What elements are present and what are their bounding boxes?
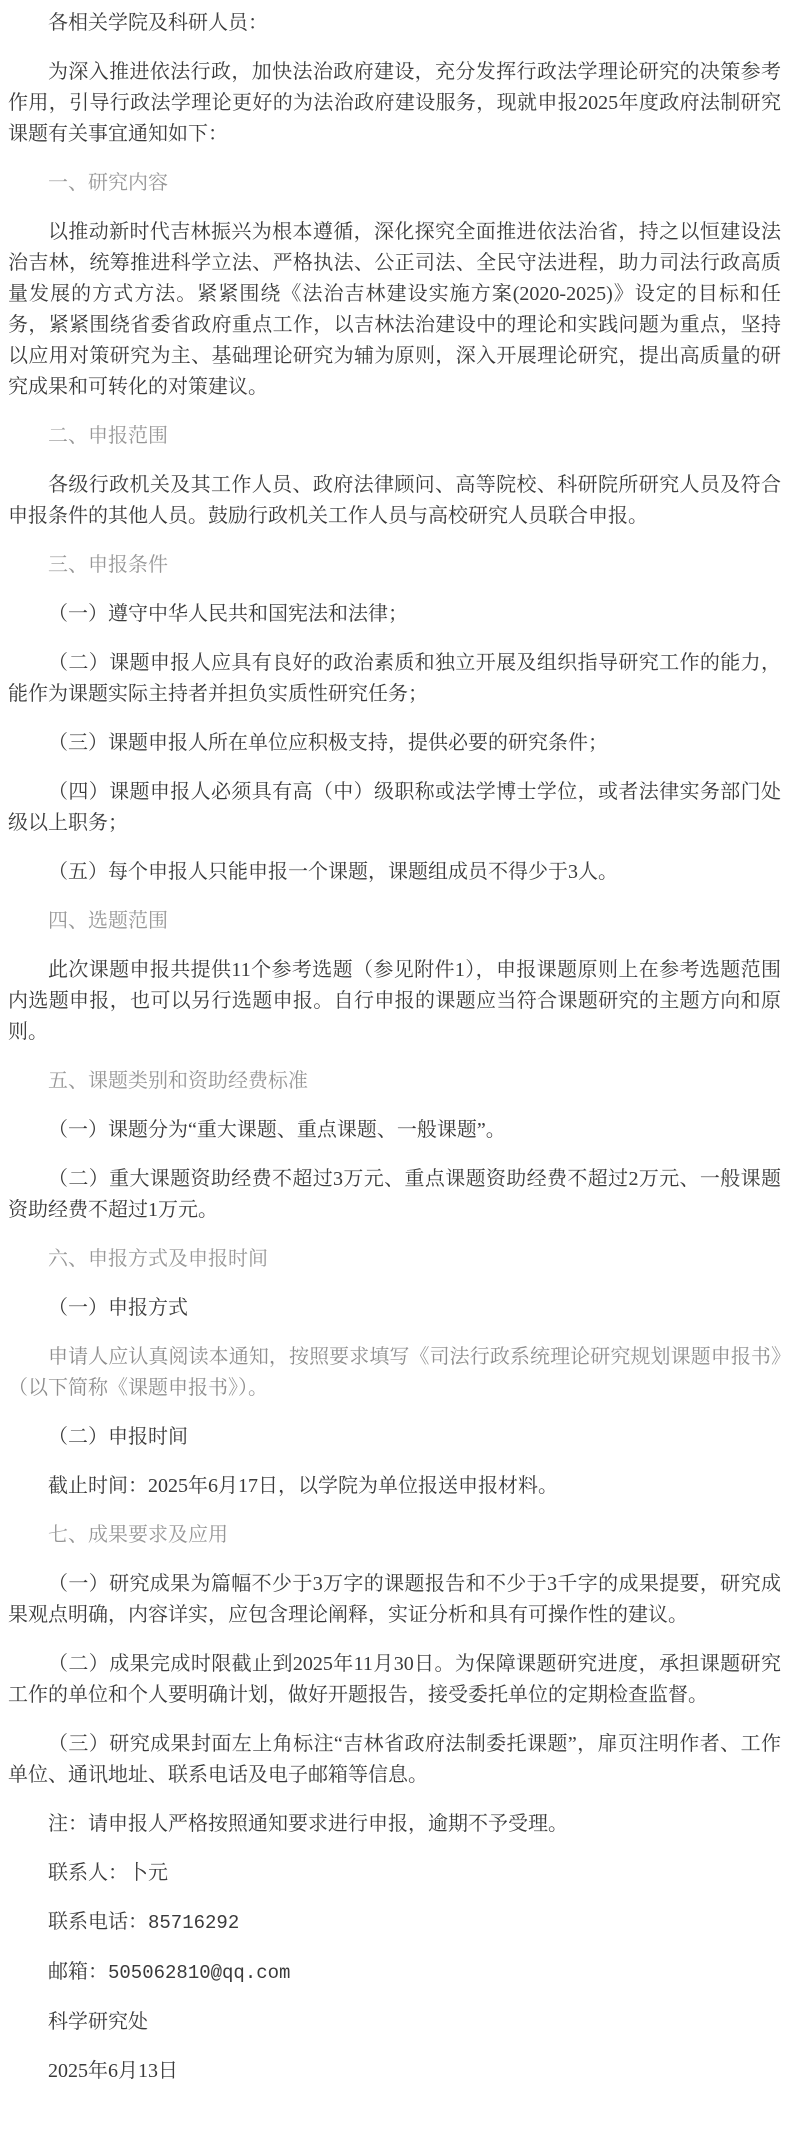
- salutation: 各相关学院及科研人员：: [48, 12, 268, 34]
- section-6-sub-2-body: 截止时间：2025年6月17日，以学院为单位报送申报材料。: [48, 1475, 558, 1497]
- section-6-heading: 六、申报方式及申报时间: [48, 1248, 268, 1270]
- section-6-sub-1-body: 申请人应认真阅读本通知，按照要求填写《司法行政系统理论研究规划课题申报书》（以下简称《课题申报书》）。: [8, 1346, 781, 1399]
- section-3-item-4: （四）课题申报人必须具有高（中）级职称或法学博士学位，或者法律实务部门处级以上职务；: [8, 781, 781, 834]
- contact-phone-line: [8, 1907, 781, 1939]
- section-2-body: 各级行政机关及其工作人员、政府法律顾问、高等院校、科研院所研究人员及符合申报条件的其他人员。鼓励行政机关工作人员与高校研究人员联合申报。: [8, 474, 781, 527]
- section-7-item-1: （一）研究成果为篇幅不少于3万字的课题报告和不少于3千字的成果提要，研究成果观点明确，内容详实，应包含理论阐释，实证分析和具有可操作性的建议。: [8, 1573, 781, 1626]
- intro-paragraph: 为深入推进依法行政，加快法治政府建设，充分发挥行政法学理论研究的决策参考作用，引导行政法学理论更好的为法治政府建设服务，现就申报2025年度政府法制研究课题有关事宜通知如下：: [8, 61, 781, 145]
- section-3-heading: 三、申报条件: [48, 554, 168, 576]
- contact-phone-label: 联系电话：: [48, 1911, 148, 1933]
- contact-email-value: 505062810@qq.com: [108, 1962, 291, 1984]
- section-6-sub-2-title: （二）申报时间: [48, 1426, 188, 1448]
- signature-date: 2025年6月13日: [48, 2060, 178, 2082]
- section-3-item-3: （三）课题申报人所在单位应积极支持，提供必要的研究条件；: [48, 732, 608, 754]
- note-paragraph: 注：请申报人严格按照通知要求进行申报，逾期不予受理。: [48, 1813, 568, 1835]
- signature-department: 科学研究处: [48, 2011, 148, 2033]
- section-2-heading: 二、申报范围: [48, 425, 168, 447]
- section-7-heading: 七、成果要求及应用: [48, 1524, 228, 1546]
- section-3-item-1: （一）遵守中华人民共和国宪法和法律；: [48, 603, 408, 625]
- section-3-item-2: （二）课题申报人应具有良好的政治素质和独立开展及组织指导研究工作的能力，能作为课题实际主持者并担负实质性研究任务；: [8, 652, 781, 705]
- section-4-heading: 四、选题范围: [48, 910, 168, 932]
- section-7-item-3: （三）研究成果封面左上角标注“吉林省政府法制委托课题”，扉页注明作者、工作单位、通讯地址、联系电话及电子邮箱等信息。: [8, 1733, 781, 1786]
- contact-phone-value: 85716292: [148, 1912, 240, 1934]
- section-5-item-2: （二）重大课题资助经费不超过3万元、重点课题资助经费不超过2万元、一般课题资助经费不超过1万元。: [8, 1168, 781, 1221]
- section-1-body: 以推动新时代吉林振兴为根本遵循，深化探究全面推进依法治省，持之以恒建设法治吉林，统筹推进科学立法、严格执法、公正司法、全民守法进程，助力司法行政高质量发展的方式方法。紧紧围绕《法治吉林建设实施方案(2020-2025)》设定的目标和任务，紧紧围绕省委省政府重点工作，以吉林法治建设中的理论和实践问题为重点，坚持以应用对策研究为主、基础理论研究为辅为原则，深入开展理论研究，提出高质量的研究成果和可转化的对策建议。: [8, 221, 781, 398]
- contact-person-label: 联系人：: [48, 1862, 128, 1884]
- section-3-item-5: （五）每个申报人只能申报一个课题，课题组成员不得少于3人。: [48, 861, 618, 883]
- contact-person-line: [8, 1858, 781, 1889]
- section-6-sub-1-title: （一）申报方式: [48, 1297, 188, 1319]
- section-1-heading: 一、研究内容: [48, 172, 168, 194]
- section-4-body: 此次课题申报共提供11个参考选题（参见附件1），申报课题原则上在参考选题范围内选题申报，也可以另行选题申报。自行申报的课题应当符合课题研究的主题方向和原则。: [8, 959, 781, 1043]
- contact-email-line: [8, 1957, 781, 1989]
- section-5-heading: 五、课题类别和资助经费标准: [48, 1070, 308, 1092]
- section-7-item-2: （二）成果完成时限截止到2025年11月30日。为保障课题研究进度，承担课题研究工作的单位和个人要明确计划，做好开题报告，接受委托单位的定期检查监督。: [8, 1653, 781, 1706]
- contact-email-label: 邮箱：: [48, 1961, 108, 1983]
- contact-person-value: 卜元: [128, 1862, 168, 1884]
- section-5-item-1: （一）课题分为“重大课题、重点课题、一般课题”。: [48, 1119, 506, 1141]
